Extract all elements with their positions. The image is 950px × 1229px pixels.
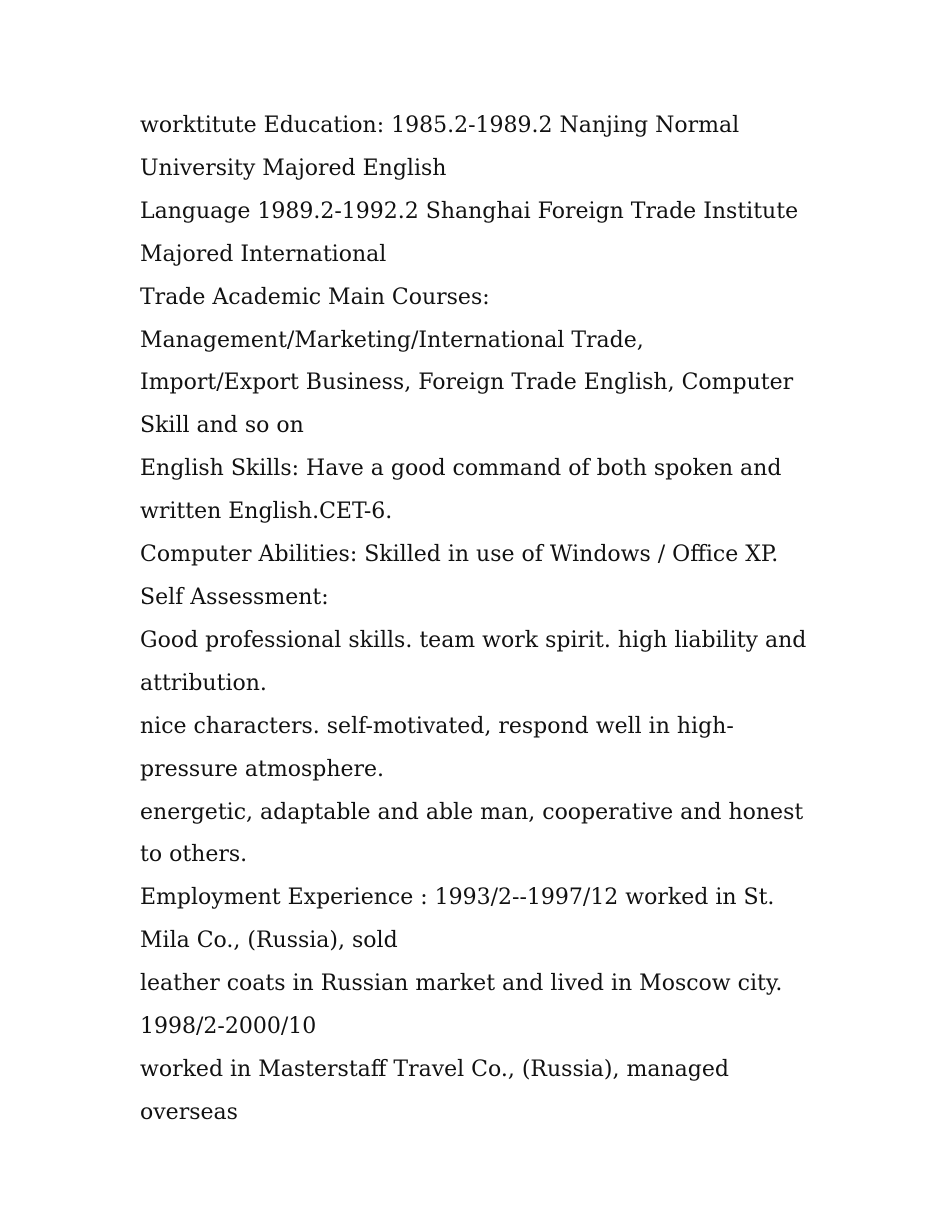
paragraph-education: worktitute Education: 1985.2-1989.2 Nanjing Normal University Majored English [140, 113, 740, 181]
paragraph-courses-list: Management/Marketing/International Trade, [140, 327, 644, 353]
paragraph-characters: nice characters. self-motivated, respond well in high-pressure atmosphere. [140, 713, 734, 782]
resume-text-block [140, 105, 820, 1135]
paragraph-employment-2: leather coats in Russian market and lived in Moscow city. 1998/2-2000/10 [140, 971, 783, 1040]
paragraph-courses-heading: Trade Academic Main Courses: [140, 284, 490, 310]
paragraph-employment-3: worked in Masterstaff Travel Co., (Russia), managed overseas [140, 1056, 729, 1125]
paragraph-courses-more: Import/Export Business, Foreign Trade English, Computer Skill and so on [140, 370, 794, 439]
paragraph-employment-1: Employment Experience : 1993/2--1997/12 worked in St. Mila Co., (Russia), sold [140, 885, 775, 954]
paragraph-language: Language 1989.2-1992.2 Shanghai Foreign Trade Institute Majored International [140, 198, 799, 267]
paragraph-computer-abilities: Computer Abilities: Skilled in use of Windows / Office XP. Self Assessment: [140, 542, 779, 610]
paragraph-personality: energetic, adaptable and able man, cooperative and honest to others. [140, 799, 804, 868]
paragraph-english-skills: English Skills: Have a good command of both spoken and written English.CET-6. [140, 456, 782, 525]
paragraph-professional-skills: Good professional skills. team work spirit. high liability and attribution. [140, 627, 807, 696]
